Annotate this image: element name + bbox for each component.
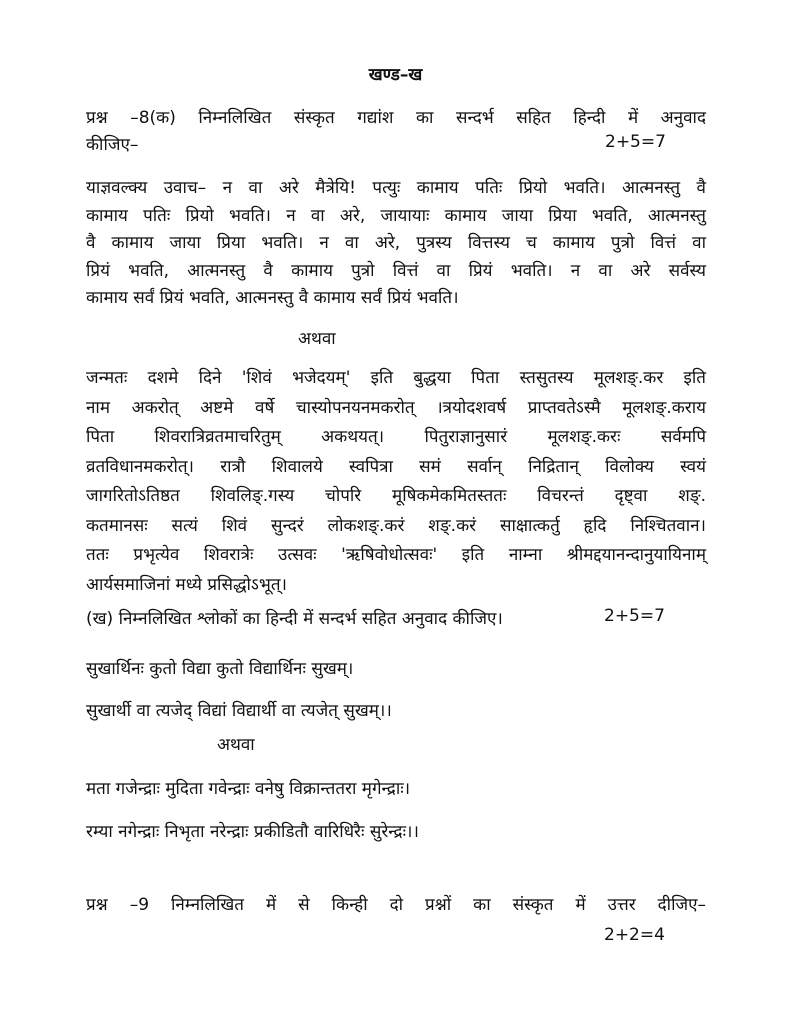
question-8kh-marks: 2+5=7 <box>604 606 665 626</box>
passage-line: नाम अकरोत् अष्टमे वर्षे चास्योपनयनमकरोत् ।त्रयोदशवर्ष प्राप्तवतेऽस्मै मूलशङ्.कराय <box>86 397 706 418</box>
question-text: प्रश्न –8(क) निम्नलिखित संस्कृत गद्यांश का सन्दर्भ सहित हिन्दी में अनुवाद <box>86 108 706 128</box>
shloka-line: सुखार्थी वा त्यजेद् विद्यां विद्यार्थी वा त्यजेत् सुखम्।। <box>86 701 392 721</box>
passage-line: वै कामाय जाया प्रिया भवति। न वा अरे, पुत्रस्य वित्तस्य च कामाय पुत्रो वित्तं वा <box>86 233 706 253</box>
shloka-2 <box>86 768 706 854</box>
section-title: खण्ड–ख <box>368 65 423 85</box>
shloka-1 <box>86 648 706 732</box>
passage-line: ततः प्रभृत्येव शिवरात्रेः उत्सवः 'ऋषिवोधोत्सवः' इति नाम्ना श्रीमद्दयानन्दानुयायिनाम् <box>86 545 706 565</box>
question-text: प्रश्न –9 निम्नलिखित में से किन्ही दो प्रश्नों का संस्कृत में उत्तर दीजिए– <box>86 895 706 915</box>
passage-line: जन्मतः दशमे दिने 'शिवं भजेदयम्' इति बुद्धया पिता स्तसुतस्य मूलशङ्.कर इति <box>86 368 706 388</box>
shloka-line: सुखार्थिनः कुतो विद्या कुतो विद्यार्थिनः सुखम्। <box>86 659 354 679</box>
question-9 <box>86 892 706 915</box>
passage-1 <box>86 175 706 313</box>
passage-line: आर्यसमाजिनां मध्ये प्रसिद्धोऽभूत्। <box>86 574 287 595</box>
passage-line: याज्ञवल्क्य उवाच– न वा अरे मैत्रेयि! पत्युः कामाय पतिः प्रियो भवति। आत्मनस्तु वै <box>86 178 706 198</box>
passage-line: कामाय पतिः प्रियो भवति। न वा अरे, जायायाः कामाय जाया प्रिया भवति, आत्मनस्तु <box>86 205 706 226</box>
passage-line: कामाय सर्वं प्रियं भवति, आत्मनस्तु वै कामाय सर्वं प्रियं भवति। <box>86 288 459 308</box>
shloka-line: रम्या नगेन्द्राः निभृता नरेन्द्राः प्रकीडितौ वारिधिरैः सुरेन्द्रः।। <box>86 822 419 842</box>
passage-line: कतमानसः सत्यं शिवं सुन्दरं लोकशङ्.करं शङ्.करं साक्षात्कर्तु हृदि निश्चितवान। <box>86 515 706 536</box>
question-text: (ख) निम्नलिखित श्लोकों का हिन्दी में सन्दर्भ सहित अनुवाद कीजिए। <box>86 609 503 629</box>
question-text-end: कीजिए– <box>86 135 139 155</box>
shloka-line: मता गजेन्द्राः मुदिता गवेन्द्राः वनेषु विक्रान्ततरा मृगेन्द्राः। <box>86 779 411 799</box>
passage-line: जागरितोऽतिष्ठत शिवलिङ्.गस्य चोपरि मूषिकमेकमितस्ततः विचरन्तं दृष्ट्वा शङ्. <box>86 486 706 506</box>
passage-line: प्रियं भवति, आत्मनस्तु वै कामाय पुत्रो वित्तं वा प्रियं भवति। न वा अरे सर्वस्य <box>86 260 706 281</box>
question-9-marks: 2+2=4 <box>604 925 665 945</box>
passage-2 <box>86 364 706 600</box>
question-8-marks: 2+5=7 <box>605 132 666 152</box>
passage-line: पिता शिवरात्रिव्रतमाचरितुम् अकथयत्। पितुराज्ञानुसारं मूलशङ्.करः सर्वमपि <box>86 427 706 447</box>
athava-separator: अथवा <box>298 329 336 349</box>
passage-line: व्रतविधानमकरोत्। रात्रौ शिवालये स्वपित्रा समं सर्वान् निद्रितान् विलोक्य स्वयं <box>86 456 706 477</box>
athava-separator: अथवा <box>217 735 255 755</box>
